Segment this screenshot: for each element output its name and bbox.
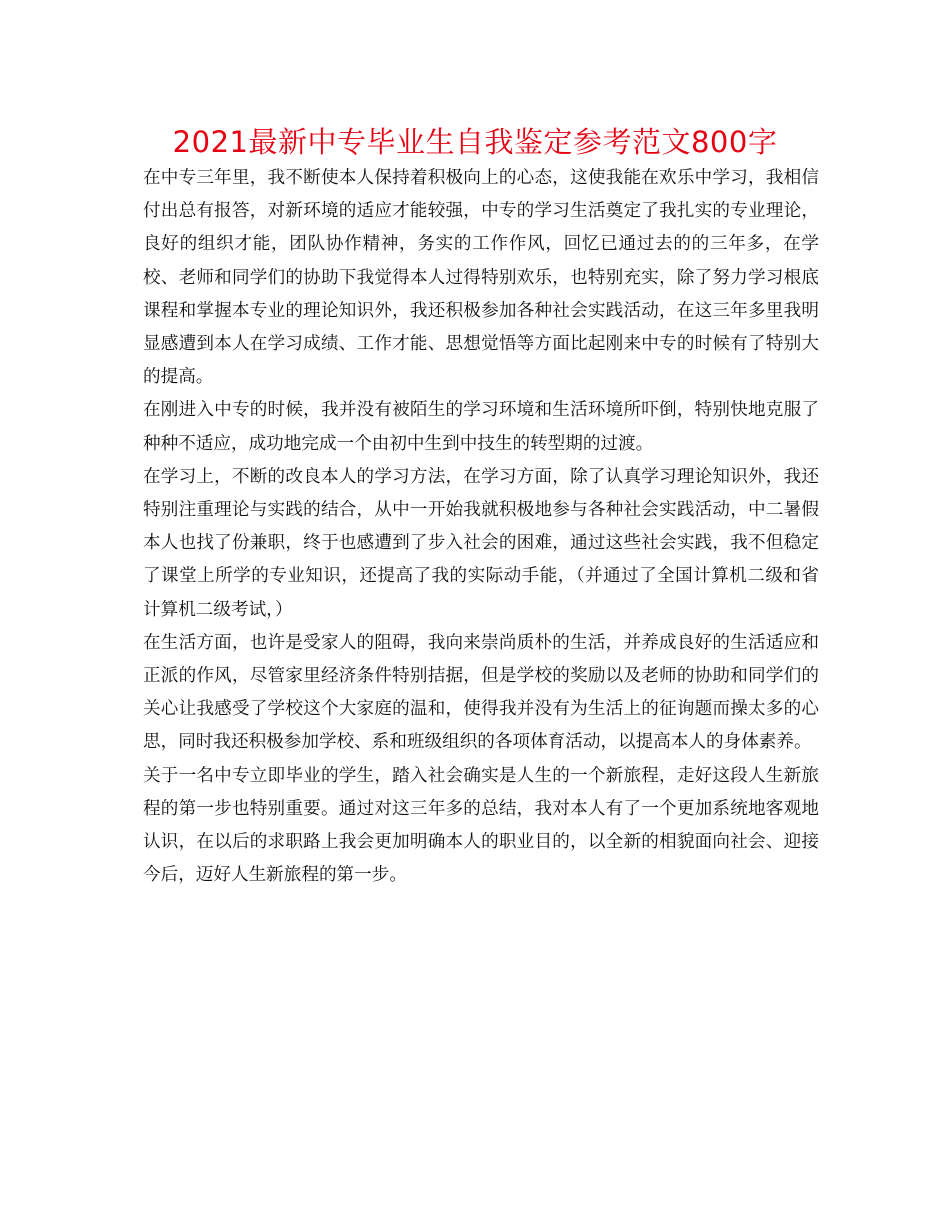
- document-body: [143, 162, 819, 892]
- paragraph: 在中专三年里，我不断使本人保持着积极向上的心态，这使我能在欢乐中学习，我相信付出总有报答，对新环境的适应才能较强，中专的学习生活奠定了我扎实的专业理论，良好的组织才能，团队协作精神，务实的工作作风，回忆已通过去的的三年多，在学校、老师和同学们的协助下我觉得本人过得特别欢乐，也特别充实，除了努力学习根底课程和掌握本专业的理论知识外，我还积极参加各种社会实践活动，在这三年多里我明显感遭到本人在学习成绩、工作才能、思想觉悟等方面比起刚来中专的时候有了特别大的提高。: [143, 168, 819, 388]
- document-title: 2021最新中专毕业生自我鉴定参考范文800字: [172, 125, 778, 159]
- paragraph: 在生活方面，也许是受家人的阻碍，我向来崇尚质朴的生活，并养成良好的生活适应和正派的作风，尽管家里经济条件特别拮据，但是学校的奖励以及老师的协助和同学们的关心让我感受了学校这个大家庭的温和，使得我并没有为生活上的征询题而操太多的心思，同时我还积极参加学校、系和班级组织的各项体育活动，以提高本人的身体素养。: [143, 632, 819, 753]
- paragraph: 关于一名中专立即毕业的学生，踏入社会确实是人生的一个新旅程，走好这段人生新旅程的第一步也特别重要。通过对这三年多的总结，我对本人有了一个更加系统地客观地认识，在以后的求职路上我会更加明确本人的职业目的，以全新的相貌面向社会、迎接今后，迈好人生新旅程的第一步。: [143, 765, 819, 886]
- paragraph: 在刚进入中专的时候，我并没有被陌生的学习环境和生活环境所吓倒，特别快地克服了种种不适应，成功地完成一个由初中生到中技生的转型期的过渡。: [143, 400, 819, 454]
- paragraph: 在学习上，不断的改良本人的学习方法，在学习方面，除了认真学习理论知识外，我还特别注重理论与实践的结合，从中一开始我就积极地参与各种社会实践活动，中二暑假本人也找了份兼职，终于也感遭到了步入社会的困难，通过这些社会实践，我不但稳定了课堂上所学的专业知识，还提高了我的实际动手能，（并通过了全国计算机二级和省计算机二级考试，）: [143, 466, 819, 620]
